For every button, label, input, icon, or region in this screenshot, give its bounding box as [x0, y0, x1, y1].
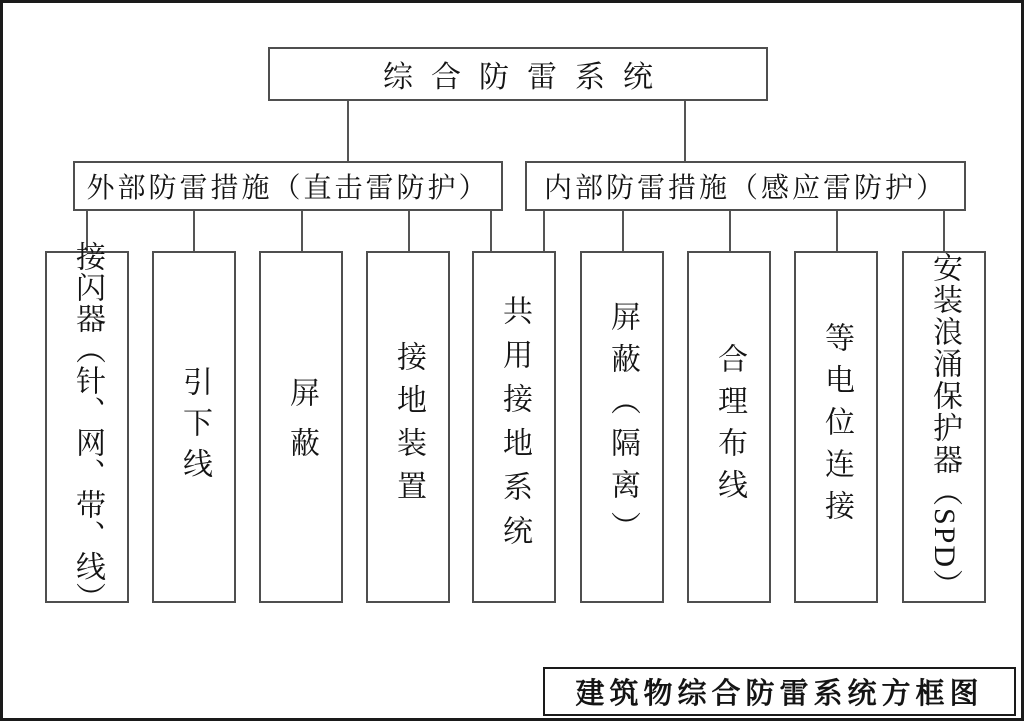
leaf-node-spd [902, 251, 986, 603]
root-node-label: 综合防雷系统 [383, 61, 671, 94]
leaf-node-shared-earthing-system [472, 251, 556, 603]
root-node [268, 47, 768, 101]
leaf-label: 引下线 [178, 365, 211, 489]
leaf-node-air-termination [45, 241, 129, 613]
connector-line [490, 211, 492, 251]
leaf-label: 屏蔽（隔离） [606, 301, 639, 553]
leaf-node-down-conductor [152, 251, 236, 603]
leaf-label: 安装浪涌保护器（SPD） [928, 252, 961, 602]
connector-line [347, 101, 349, 161]
caption-label: 建筑物综合防雷系统方框图 [575, 678, 984, 710]
connector-line [408, 211, 410, 251]
leaf-node-equipotential-bonding [794, 251, 878, 603]
branch-node-internal [525, 161, 966, 211]
leaf-label: 等电位连接 [820, 322, 853, 532]
connector-line [543, 211, 545, 251]
branch-external-label: 外部防雷措施（直击雷防护） [86, 173, 490, 204]
leaf-label: 屏蔽 [285, 377, 318, 477]
leaf-node-earthing-device [366, 251, 450, 603]
connector-line [193, 211, 195, 251]
caption-box [543, 667, 1016, 716]
branch-node-external [73, 161, 503, 211]
connector-line [836, 211, 838, 251]
leaf-label: 接地装置 [392, 341, 425, 513]
connector-line [729, 211, 731, 251]
leaf-label: 共用接地系统 [498, 295, 531, 559]
leaf-node-shielding-external [259, 251, 343, 603]
connector-line [301, 211, 303, 251]
branch-internal-label: 内部防雷措施（感应雷防护） [543, 173, 947, 204]
leaf-label: 接闪器（针、网、带、线） [71, 241, 104, 613]
leaf-label: 合理布线 [713, 343, 746, 511]
leaf-node-shielding-isolation [580, 251, 664, 603]
connector-line [622, 211, 624, 251]
leaf-node-reasonable-wiring [687, 251, 771, 603]
connector-line [943, 211, 945, 251]
connector-line [684, 101, 686, 161]
